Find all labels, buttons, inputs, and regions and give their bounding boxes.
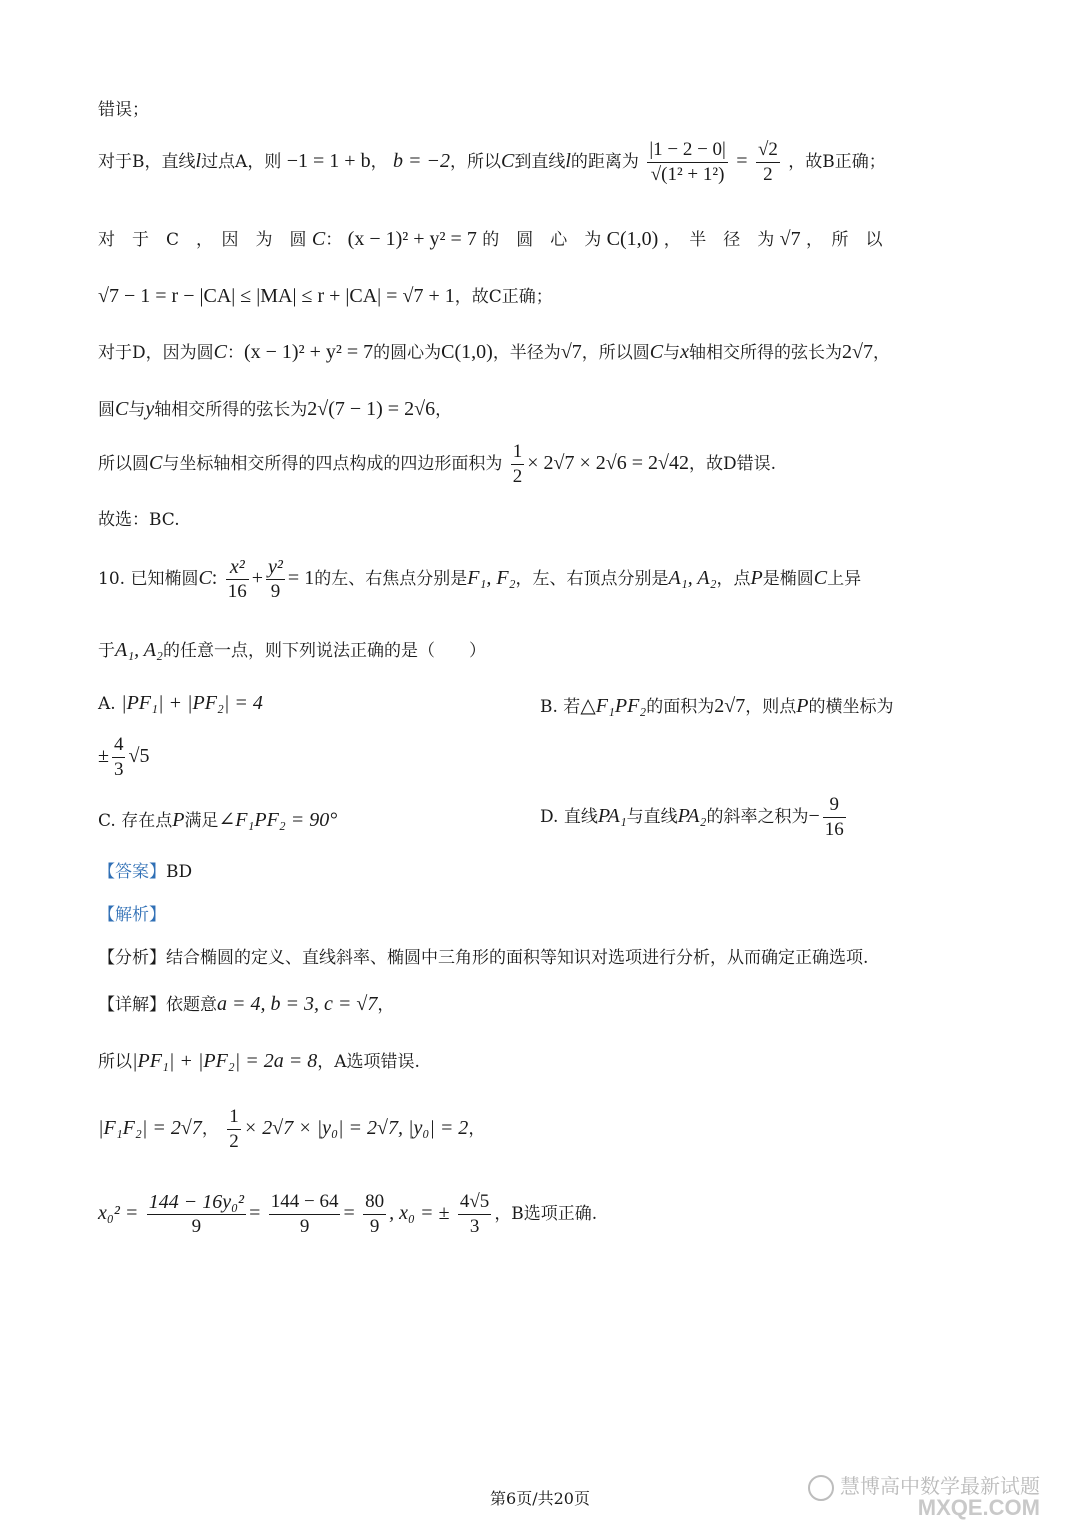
- x0-fraction-4: $\frac{4√5}{3}$: [459, 1191, 490, 1237]
- distance-fraction: $\frac{|1 - 2 - 0|}{\text{√(1² + 1²)}}$: [649, 139, 726, 185]
- option-d-analysis-line3: 所以圆C与坐标轴相交所得的四点构成的四边形面积为 $\frac{1}{2}$ × 2√7 × 2√6 = 2√42，故D错误.: [98, 441, 777, 487]
- ellipse-y-term: $\frac{\text{y²}}{9}$: [268, 556, 283, 602]
- text-line-error: 错误；: [98, 100, 149, 120]
- option-b: B. 若△F₁PF₂的面积为2√7，则点P的横坐标为: [540, 695, 894, 717]
- four-thirds-fraction: $\frac{4}{3}$: [113, 734, 124, 780]
- sqrt2-over-2-fraction: $\frac{√2}{2}$: [757, 139, 778, 185]
- analysis-text: 【分析】结合椭圆的定义、直线斜率、椭圆中三角形的面积等知识对选项进行分析，从而确定正确选项.: [98, 948, 869, 968]
- watermark: 慧博高中数学最新试题: [808, 1470, 1040, 1501]
- answer-line: 【答案】BD: [98, 862, 193, 882]
- option-a: A. |PF₁| + |PF₂| = 4: [98, 692, 263, 714]
- x0-fraction-2: $\frac{144 - 64}{9}$: [270, 1191, 339, 1237]
- choose-bc: 故选：BC.: [98, 510, 180, 530]
- solution-line1: 所以|PF₁| + |PF₂| = 2a = 8，A选项错误.: [98, 1050, 420, 1072]
- x0-fraction-1: $\frac{\text{144 − 16y₀²}}{9}$: [148, 1191, 245, 1237]
- solution-line3: x₀² = $\frac{\text{144 − 16y₀²}}{9}$ = $\frac{144 - 64}{9}$ = $\frac{80}{9}$ , x₀ = ± $\frac{4√5}{3}$ ，B选项正确.: [98, 1191, 598, 1237]
- option-d-analysis-line1: 对于D，因为圆C：(x − 1)² + y² = 7的圆心为C(1,0)，半径为√7，所以圆C与x轴相交所得的弦长为2√7，: [98, 341, 891, 363]
- question-10-stem: 10. 已知椭圆C: $\frac{\text{x²}}{16}$ + $\frac{\text{y²}}{9}$ = 1的左、右焦点分别是F₁, F₂，左、右顶点分别是A₁, A₂，点P是椭圆C上异: [98, 556, 862, 602]
- half-fraction-2: $\frac{1}{2}$: [229, 1106, 239, 1152]
- question-10-stem-line2: 于A₁, A₂的任意一点，则下列说法正确的是（ ）: [98, 639, 486, 661]
- wechat-icon: [808, 1475, 834, 1501]
- detail-line: 【详解】依题意a = 4, b = 3, c = √7，: [98, 993, 395, 1015]
- analysis-tag: 【解析】: [98, 905, 166, 925]
- option-d: D. 直线PA₁与直线PA₂的斜率之积为− $\frac{9}{16}$: [540, 794, 844, 840]
- solution-line2: |F₁F₂| = 2√7， $\frac{1}{2}$ × 2√7 × |y₀| = 2√7, |y₀| = 2，: [98, 1106, 486, 1152]
- page-footer: 第6页/共20页: [490, 1489, 590, 1508]
- option-c-analysis-line1: 对 于 C ， 因 为 圆 C： (x − 1)² + y² = 7 的 圆 心 为 C(1,0) ， 半 径 为 √7 ， 所 以: [98, 228, 883, 250]
- watermark-site: MXQE.COM: [917, 1495, 1040, 1520]
- option-b-analysis: 对于B，直线l过点A，则 −1 = 1 + b， b = −2，所以C到直线l的距离为 $\frac{|1 - 2 - 0|}{\text{√(1² + 1²)}}$ = $\frac{√2}{2}$ ，故B正确；: [98, 139, 886, 185]
- option-c: C. 存在点P满足∠F₁PF₂ = 90°: [98, 809, 338, 831]
- ellipse-x-term: $\frac{\text{x²}}{16}$: [227, 556, 247, 602]
- option-b-value: ± $\frac{4}{3}$ √5: [98, 734, 150, 780]
- answer-tag: 【答案】: [98, 862, 166, 882]
- half-fraction: $\frac{1}{2}$: [512, 441, 523, 487]
- option-c-analysis-line2: √7 − 1 = r − |CA| ≤ |MA| ≤ r + |CA| = √7 + 1，故C正确；: [98, 285, 553, 307]
- slope-product-fraction: $\frac{9}{16}$: [824, 794, 844, 840]
- option-d-analysis-line2: 圆C与y轴相交所得的弦长为2√(7 − 1) = 2√6，: [98, 398, 453, 420]
- x0-fraction-3: $\frac{80}{9}$: [365, 1191, 385, 1237]
